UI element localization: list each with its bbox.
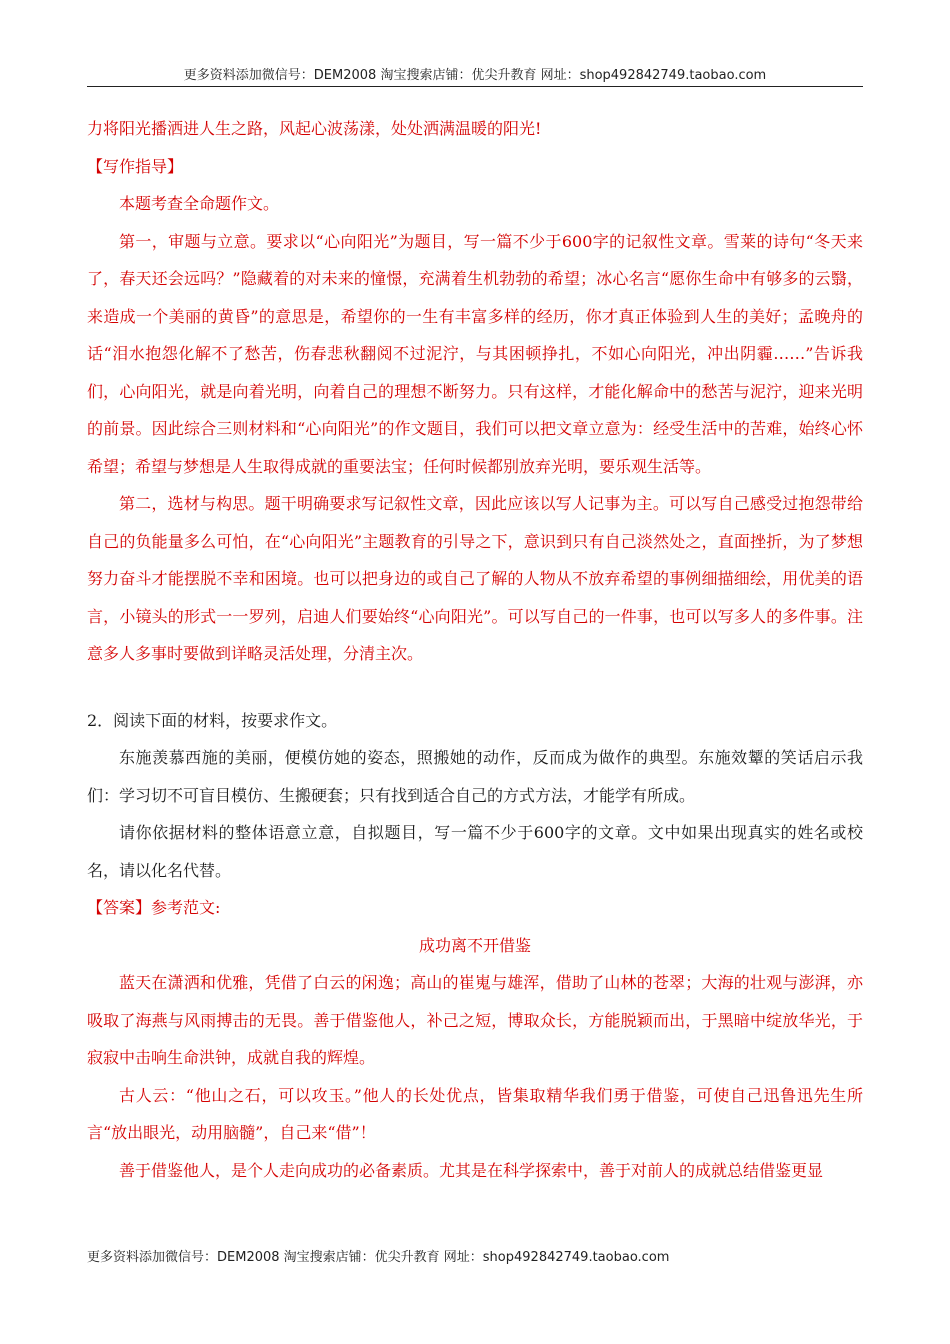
guide-paragraph-2: 第二，选材与构思。题干明确要求写记叙性文章，因此应该以写人记事为主。可以写自己感受过抱怨带给自己的负能量多么可怕，在“心向阳光”主题教育的引导之下，意识到只有自己淡然处之，直面挫折，为了梦想努力奋斗才能摆脱不幸和困境。也可以把身边的或自己了解的人物从不放弃希望的事例细描细绘，用优美的语言，小镜头的形式一一罗列，启迪人们要始终“心向阳光”。可以写自己的一件事，也可以写多人的多件事。注意多人多事时要做到详略灵活处理，分清主次。 [87,494,863,663]
question-2-requirement: 请你依据材料的整体语意立意，自拟题目，写一篇不少于600字的文章。文中如果出现真实的姓名或校名，请以化名代替。 [87,823,863,880]
continuation-line: 力将阳光播洒进人生之路，风起心波荡漾，处处洒满温暖的阳光! [87,119,542,138]
essay-paragraph-1: 蓝天在潇洒和优雅，凭借了白云的闲逸；高山的崔嵬与雄浑，借助了山林的苍翠；大海的壮观与澎湃，亦吸取了海燕与风雨搏击的无畏。善于借鉴他人，补己之短，博取众长，方能脱颖而出，于黑暗中绽放华光，于寂寂中击响生命洪钟，成就自我的辉煌。 [87,973,863,1067]
question-2-title: 2．阅读下面的材料，按要求作文。 [87,710,338,730]
page-footer: 更多资料添加微信号：DEM2008 淘宝搜索店铺：优尖升教育 网址：shop492842749.taobao.com [87,1250,670,1265]
essay-title: 成功离不开借鉴 [418,935,531,955]
guide-heading: 【写作指导】 [87,156,184,176]
header-divider [87,86,863,87]
essay-paragraph-2: 古人云：“他山之石，可以攻玉。”他人的长处优点，皆集取精华我们勇于借鉴，可使自己迅鲁迅先生所言“放出眼光，动用脑髓”，自己来“借”！ [87,1085,863,1142]
answer-line [87,889,863,927]
document-body [87,110,863,1189]
question-2-material: 东施羡慕西施的美丽，便模仿她的姿态，照搬她的动作，反而成为做作的典型。东施效颦的笑话启示我们：学习切不可盲目模仿、生搬硬套；只有找到适合自己的方式方法，才能学有所成。 [87,748,863,805]
answer-label: 【答案】 [87,898,152,917]
guide-intro: 本题考查全命题作文。 [119,194,280,213]
page-header: 更多资料添加微信号：DEM2008 淘宝搜索店铺：优尖升教育 网址：shop492842749.taobao.com [183,68,767,83]
essay-paragraph-3: 善于借鉴他人，是个人走向成功的必备素质。尤其是在科学探索中，善于对前人的成就总结借鉴更显 [119,1160,824,1180]
answer-intro: 参考范文: [151,898,221,917]
guide-paragraph-1: 第一，审题与立意。要求以“心向阳光”为题目，写一篇不少于600字的记叙性文章。雪莱的诗句“冬天来了，春天还会远吗？”隐藏着的对未来的憧憬，充满着生机勃勃的希望；冰心名言“愿你生命中有够多的云翳，来造成一个美丽的黄昏”的意思是，希望你的一生有丰富多样的经历，你才真正体验到人生的美好；孟晚舟的话“泪水抱怨化解不了愁苦，伤春悲秋翻阅不过泥泞，与其困顿挣扎，不如心向阳光，冲出阴霾……”告诉我们，心向阳光，就是向着光明，向着自己的理想不断努力。只有这样，才能化解命中的愁苦与泥泞，迎来光明的前景。因此综合三则材料和“心向阳光”的作文题目，我们可以把文章立意为：经受生活中的苦难，始终心怀希望；希望与梦想是人生取得成就的重要法宝；任何时候都别放弃光明，要乐观生活等。 [87,231,863,476]
section-gap [87,673,863,702]
